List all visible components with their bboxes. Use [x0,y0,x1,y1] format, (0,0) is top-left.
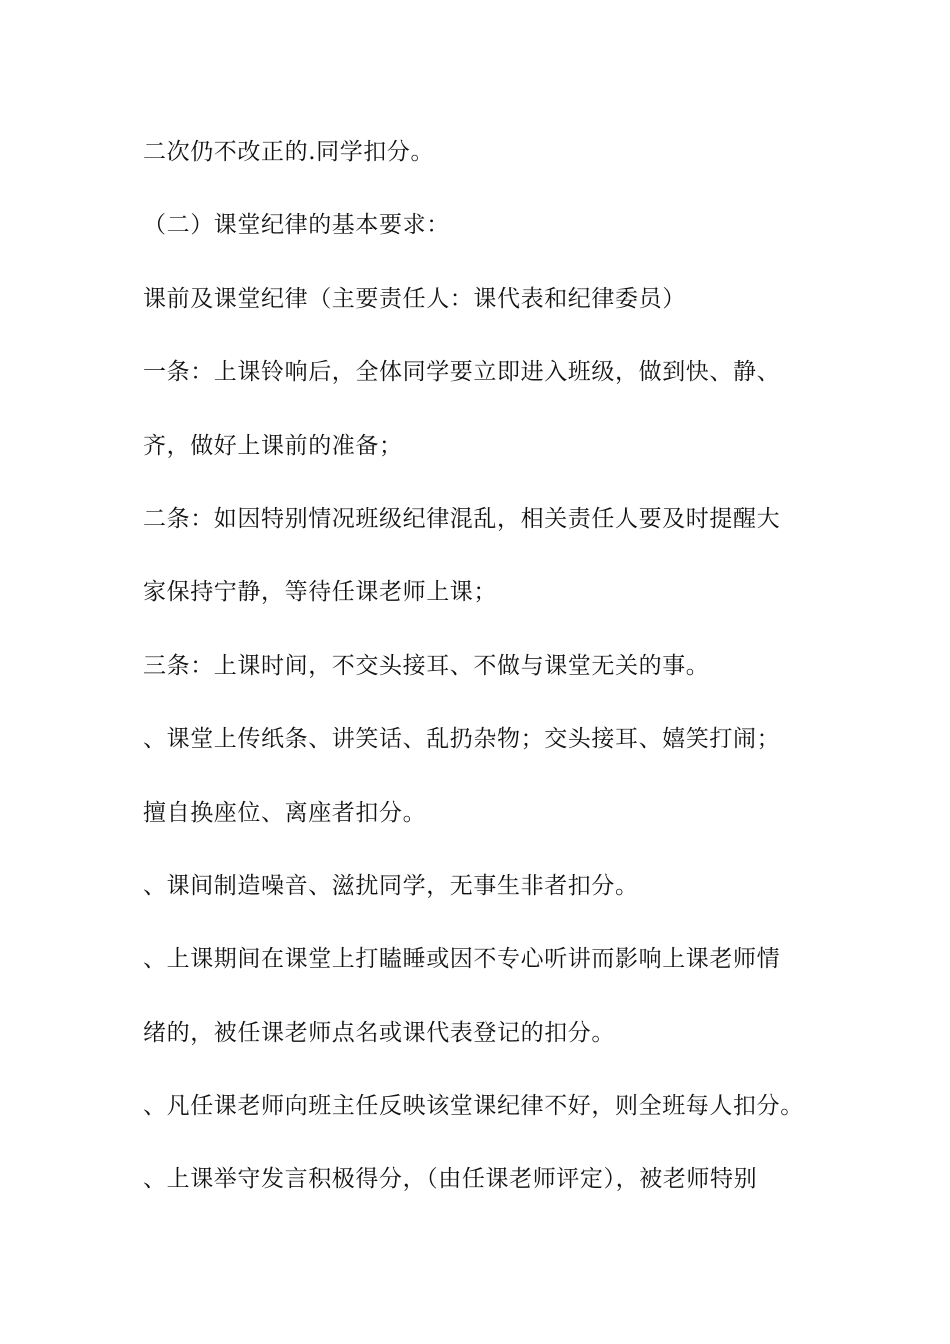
text-line: 、上课期间在课堂上打瞌睡或因不专心听讲而影响上课老师情 [143,946,781,973]
text-line: 家保持宁静，等待任课老师上课； [143,579,497,606]
text-line: 二条：如因特别情况班级纪律混乱，相关责任人要及时提醒大 [143,505,781,532]
text-line: 绪的，被任课老师点名或课代表登记的扣分。 [143,1019,615,1046]
text-line: 擅自换座位、离座者扣分。 [143,799,427,826]
section-heading: （二）课堂纪律的基本要求： [143,212,450,239]
text-line: 三条：上课时间，不交头接耳、不做与课堂无关的事。 [143,652,710,679]
document-body [143,130,823,1231]
text-line: 、上课举守发言积极得分，（由任课老师评定），被老师特别 [143,1166,758,1193]
text-line: 二次仍不改正的.同学扣分。 [143,139,435,165]
text-line: 、课堂上传纸条、讲笑话、乱扔杂物；交头接耳、嬉笑打闹； [143,726,781,753]
text-line: 一条：上课铃响后，全体同学要立即进入班级，做到快、静、 [143,359,781,386]
text-line: 、课间制造噪音、滋扰同学，无事生非者扣分。 [143,872,639,899]
text-line: 齐，做好上课前的准备； [143,432,403,459]
text-line: 、凡任课老师向班主任反映该堂课纪律不好，则全班每人扣分。 [143,1093,804,1120]
subsection-heading: 课前及课堂纪律（主要责任人：课代表和纪律委员） [143,285,686,312]
